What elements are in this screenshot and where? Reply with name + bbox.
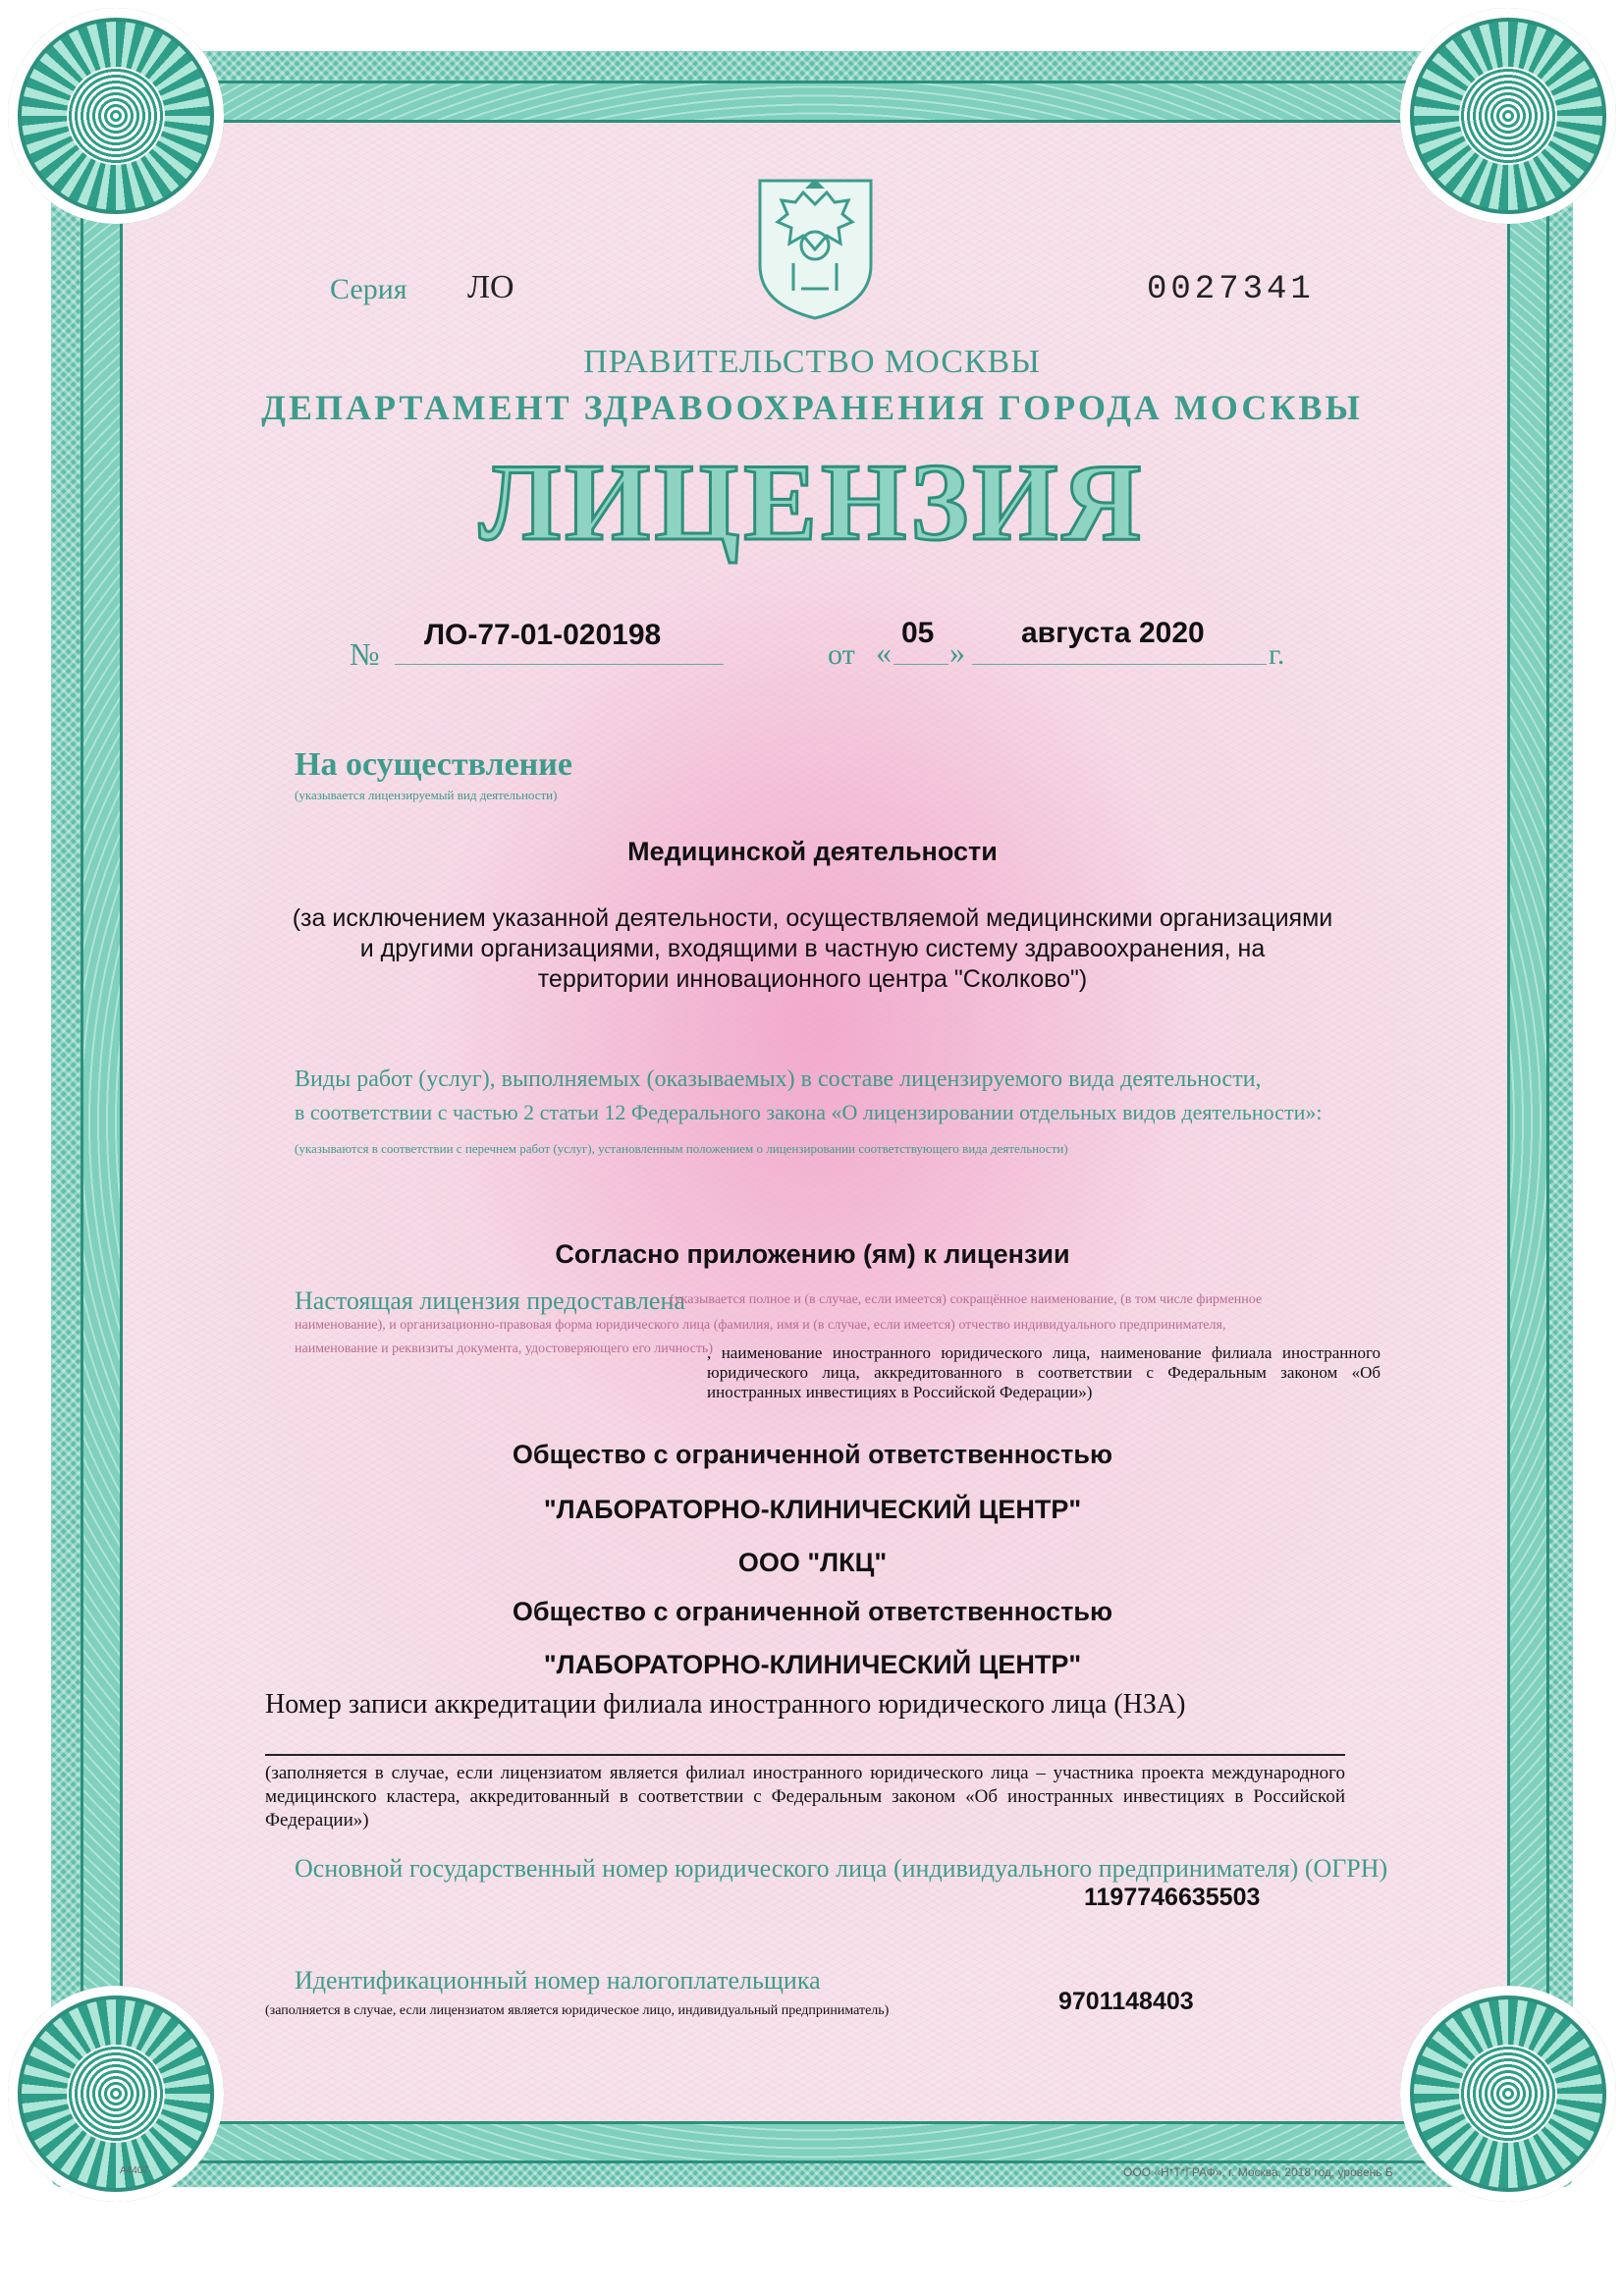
license-month-year: августа 2020 xyxy=(1021,617,1205,649)
licensee-caption-1: (указывается полное и (в случае, если имеется) сокращённое наименование, (в том числе фирменное xyxy=(670,1292,1263,1307)
ogrn-label: Основной государственный номер юридического лица (индивидуального предпринимателя) (ОГРН) xyxy=(295,1854,1388,1883)
licensee-short-name: ООО "ЛКЦ" xyxy=(737,1548,888,1577)
blank-number: 0027341 xyxy=(1147,271,1315,308)
licensee-caption-3: наименование и реквизиты документа, удостоверяющего его личность) xyxy=(295,1341,713,1356)
inn-label: Идентификационный номер налогоплательщика xyxy=(295,1966,821,1995)
activity-note xyxy=(236,903,1389,995)
works-label-line-2: в соответствии с частью 2 статьи 12 Федерального закона «О лицензировании отдельных видов деятельности»: xyxy=(295,1100,1323,1124)
corner-rosette-top-right xyxy=(1400,8,1616,224)
licensee-name-line: "ЛАБОРАТОРНО-КЛИНИЧЕСКИЙ ЦЕНТР" xyxy=(543,1495,1082,1524)
works-label-line-1: Виды работ (услуг), выполняемых (оказываемых) в составе лицензируемого вида деятельности, xyxy=(295,1066,1262,1092)
activity-note-line: территории инновационного центра "Сколково") xyxy=(537,965,1088,993)
series-label: Серия xyxy=(330,273,407,305)
series-value: ЛО xyxy=(467,269,514,305)
inn-note: (заполняется в случае, если лицензиатом является юридическое лицо, индивидуальный предприниматель) xyxy=(265,2003,890,2018)
month-rule xyxy=(972,664,1267,665)
date-from-label: от xyxy=(828,638,855,671)
activity-note-line: (за исключением указанной деятельности, осуществляемой медицинскими организациями xyxy=(292,904,1333,932)
year-suffix: г. xyxy=(1269,638,1285,671)
foreign-entity-note: , наименование иностранного юридического лица, наименование филиала иностранного юридического лица, аккредитованного в соответствии с Федеральным законом «Об иностранных инвестициях в Российской Федерации») xyxy=(707,1343,1380,1401)
nza-label: Номер записи аккредитации филиала иностранного юридического лица (НЗА) xyxy=(265,1689,1186,1720)
nza-rule xyxy=(265,1754,1345,1756)
activity-note-line: и другими организациями, входящими в частную систему здравоохранения, на xyxy=(359,935,1266,962)
day-rule xyxy=(893,664,948,665)
license-number-label: № xyxy=(350,636,380,672)
date-quote-close: » xyxy=(949,634,965,670)
corner-rosette-bottom-right xyxy=(1400,1986,1616,2202)
license-number: ЛО-77-01-020198 xyxy=(424,619,662,651)
form-code: А4407 xyxy=(120,2165,148,2176)
government-name: ПРАВИТЕЛЬСТВО МОСКВЫ xyxy=(583,344,1041,380)
licensee-name-line: Общество с ограниченной ответственностью xyxy=(512,1597,1113,1626)
works-value: Согласно приложению (ям) к лицензии xyxy=(555,1239,1070,1269)
granted-label: Настоящая лицензия предоставлена xyxy=(295,1286,685,1315)
nza-note: (заполняется в случае, если лицензиатом является филиал иностранного юридического лица – участника проекта международного медицинского кластера, аккредитованный в соответствии с Федеральным законом «Об иностранных инвестициях в Российской Федерации») xyxy=(265,1763,1345,1831)
department-name: ДЕПАРТАМЕНТ ЗДРАВООХРАНЕНИЯ ГОРОДА МОСКВЫ xyxy=(261,388,1363,427)
activity-name: Медицинской деятельности xyxy=(627,837,998,866)
license-day: 05 xyxy=(901,617,935,649)
inn-value: 9701148403 xyxy=(1058,1988,1194,2015)
licensee-caption-2: наименование), и организационно-правовая форма юридического лица (фамилия, имя и (в случае, если имеется) отчество индивидуального предпринимателя, xyxy=(295,1318,1226,1333)
corner-rosette-bottom-left xyxy=(8,1986,224,2202)
licensee-name-line: "ЛАБОРАТОРНО-КЛИНИЧЕСКИЙ ЦЕНТР" xyxy=(543,1650,1082,1679)
ogrn-value: 1197746635503 xyxy=(1084,1884,1261,1911)
printer-imprint: ООО «Н*Т*ГРАФ», г. Москва, 2018 год, уровень Б xyxy=(1123,2165,1393,2179)
date-quote-open: « xyxy=(876,634,892,670)
activity-heading: На осуществление xyxy=(295,746,572,783)
works-caption: (указываются в соответствии с перечнем работ (услуг), установленным положением о лицензировании соответствующего вида деятельности) xyxy=(295,1141,1068,1156)
document-title: ЛИЦЕНЗИЯ xyxy=(478,442,1146,564)
activity-caption: (указывается лицензируемый вид деятельности) xyxy=(295,788,558,802)
coat-of-arms-icon xyxy=(754,175,877,322)
corner-rosette-top-left xyxy=(8,8,224,224)
licensee-name-line: Общество с ограниченной ответственностью xyxy=(512,1440,1113,1469)
license-number-rule xyxy=(395,664,724,665)
